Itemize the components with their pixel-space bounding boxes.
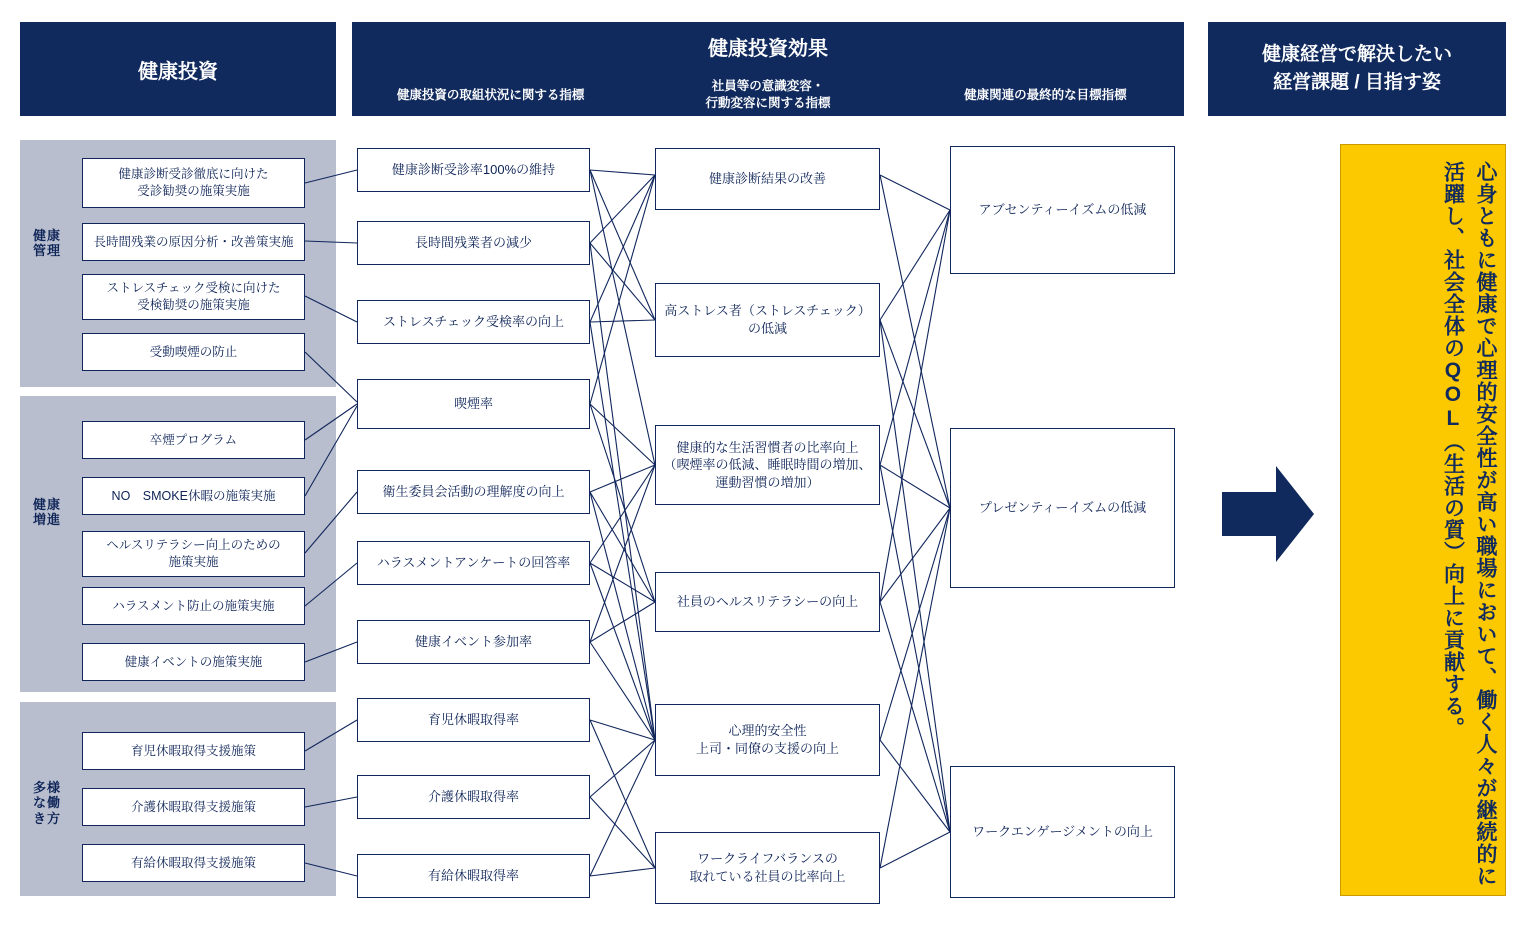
activity-indicator-1[interactable] (357, 148, 590, 192)
header-effect-subcolumns (352, 74, 1184, 116)
header-investment (20, 22, 336, 116)
behavior-indicator-5[interactable] (655, 704, 880, 776)
investment-item-6-label: NO SMOKE休暇の施策実施 (111, 488, 276, 503)
behavior-indicator-1-label: 健康診断結果の改善 (708, 171, 826, 187)
investment-item-7-label: ヘルスリテラシー向上のための 施策実施 (106, 538, 281, 569)
behavior-indicator-6-label: ワークライフバランスの 取れている社員の比率向上 (689, 851, 846, 884)
investment-item-12[interactable] (82, 844, 305, 882)
behavior-indicator-3-label: 健康的な生活習慣者の比率向上 （喫煙率の低減、睡眠時間の増加、 運動習慣の増加） (663, 439, 872, 490)
behavior-indicator-3[interactable] (655, 425, 880, 505)
activity-indicator-8[interactable] (357, 698, 590, 742)
right-arrow-icon (1222, 466, 1314, 562)
behavior-indicator-5-label: 心理的安全性 上司・同僚の支援の向上 (695, 723, 839, 756)
goal-indicator-2-label: プレゼンティーイズムの低減 (978, 500, 1147, 516)
investment-item-12-label: 有給休暇取得支援施策 (130, 855, 256, 870)
group-label-diverse-work: 多様な働き方 (32, 780, 61, 826)
investment-item-9-label: 健康イベントの施策実施 (124, 654, 263, 669)
investment-item-4[interactable] (82, 333, 305, 371)
investment-item-9[interactable] (82, 643, 305, 681)
investment-item-11-label: 介護休暇取得支援施策 (130, 799, 256, 814)
header-effect-sub-2: 社員等の意識変容・ 行動変容に関する指標 (705, 79, 831, 110)
activity-indicator-2-label: 長時間残業者の減少 (414, 235, 532, 251)
activity-indicator-2[interactable] (357, 221, 590, 265)
activity-indicator-7-label: 健康イベント参加率 (414, 634, 532, 650)
header-effect (352, 22, 1184, 116)
behavior-indicator-2-label: 高ストレス者（ストレスチェック） の低減 (664, 303, 871, 336)
activity-indicator-6-label: ハラスメントアンケートの回答率 (376, 555, 571, 571)
investment-item-5[interactable] (82, 421, 305, 459)
investment-item-10-label: 育児休暇取得支援施策 (130, 743, 256, 758)
header-investment-label: 健康投資 (138, 60, 218, 83)
activity-indicator-6[interactable] (357, 541, 590, 585)
behavior-indicator-2[interactable] (655, 283, 880, 357)
investment-item-7[interactable] (82, 531, 305, 577)
investment-item-1-label: 健康診断受診徹底に向けた 受診勧奨の施策実施 (118, 167, 269, 198)
activity-indicator-10-label: 有給休暇取得率 (427, 868, 519, 884)
investment-item-2[interactable] (82, 223, 305, 261)
header-effect-sub-1: 健康投資の取組状況に関する指標 (396, 87, 585, 102)
goal-indicator-3[interactable] (950, 766, 1175, 898)
goal-indicator-1[interactable] (950, 146, 1175, 274)
activity-indicator-10[interactable] (357, 854, 590, 898)
behavior-indicator-4[interactable] (655, 572, 880, 632)
header-effect-label: 健康投資効果 (708, 38, 828, 60)
activity-indicator-9[interactable] (357, 775, 590, 819)
investment-item-5-label: 卒煙プログラム (149, 432, 238, 447)
behavior-indicator-6[interactable] (655, 832, 880, 904)
group-label-health-promotion: 健康増進 (32, 497, 61, 528)
activity-indicator-4-label: 喫煙率 (453, 396, 493, 412)
investment-item-10[interactable] (82, 732, 305, 770)
activity-indicator-3-label: ストレスチェック受検率の向上 (383, 314, 564, 330)
activity-indicator-7[interactable] (357, 620, 590, 664)
goal-indicator-3-label: ワークエンゲージメントの向上 (972, 824, 1153, 840)
goal-indicator-2[interactable] (950, 428, 1175, 588)
header-goal-line1: 健康経営で解決したい (1261, 44, 1452, 66)
header-effect-sub-3: 健康関連の最終的な目標指標 (964, 87, 1127, 102)
investment-item-2-label: 長時間残業の原因分析・改善策実施 (93, 234, 294, 249)
activity-indicator-9-label: 介護休暇取得率 (427, 789, 519, 805)
behavior-indicator-1[interactable] (655, 148, 880, 210)
investment-item-3-label: ストレスチェック受検に向けた 受検勧奨の施策実施 (106, 281, 281, 312)
investment-item-11[interactable] (82, 788, 305, 826)
header-goal (1208, 22, 1506, 116)
investment-item-8-label: ハラスメント防止の施策実施 (112, 598, 275, 613)
goal-indicator-1-label: アブセンティーイズムの低減 (978, 202, 1147, 218)
group-label-health-management: 健康管理 (32, 228, 61, 259)
vision-panel (1340, 144, 1506, 896)
activity-indicator-5-label: 衛生委員会活動の理解度の向上 (382, 484, 565, 500)
header-goal-line2: 経営課題 / 目指す姿 (1273, 72, 1441, 93)
activity-indicator-1-label: 健康診断受診率100%の維持 (391, 162, 556, 178)
activity-indicator-3[interactable] (357, 300, 590, 344)
behavior-indicator-4-label: 社員のヘルスリテラシーの向上 (676, 594, 859, 610)
investment-item-6[interactable] (82, 477, 305, 515)
investment-item-8[interactable] (82, 587, 305, 625)
activity-indicator-4[interactable] (357, 379, 590, 429)
vision-text: 心身ともに健康で心理的安全性が高い職場において、働く人々が継続的に活躍し、社会全体のQOL（生活の質）向上に貢献する。 (1441, 161, 1497, 887)
investment-item-4-label: 受動喫煙の防止 (149, 344, 238, 359)
activity-indicator-5[interactable] (357, 470, 590, 514)
activity-indicator-8-label: 育児休暇取得率 (427, 712, 519, 728)
investment-item-1[interactable] (82, 158, 305, 208)
investment-item-3[interactable] (82, 274, 305, 320)
